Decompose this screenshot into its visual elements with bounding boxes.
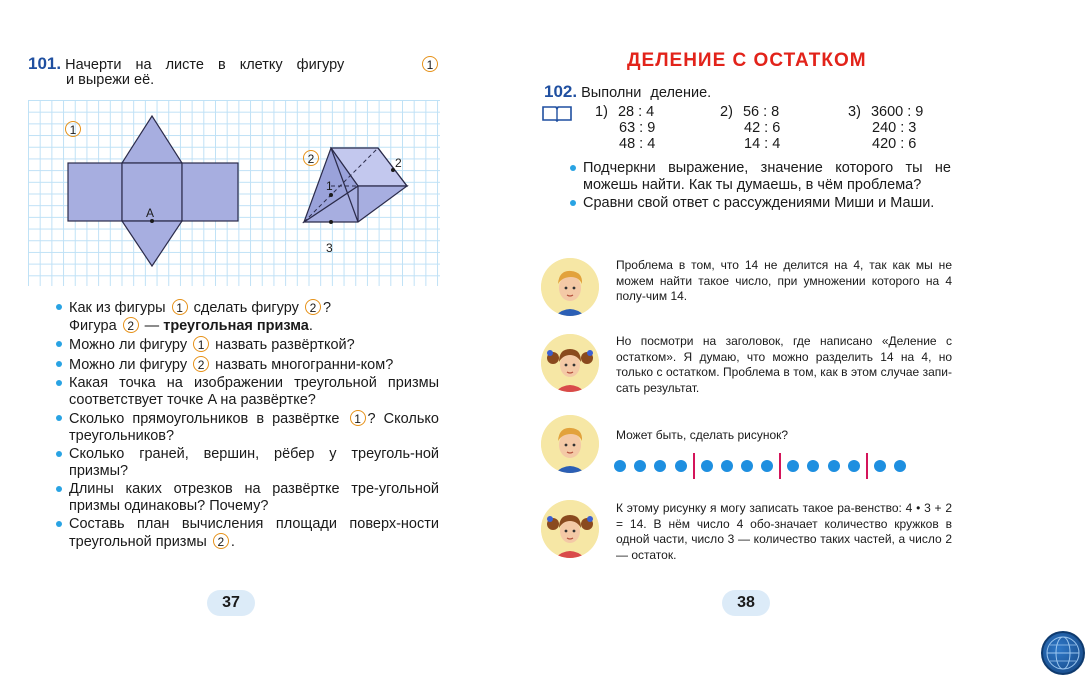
prism-net-and-prism-drawing [28, 100, 440, 286]
task-101-line2: и вырежи её. [66, 72, 155, 88]
figure-ref-circle: 1 [193, 336, 209, 352]
question-2: Можно ли фигуру 1 назвать развёрткой? [56, 336, 439, 354]
figure-ref-circle: 2 [305, 299, 321, 315]
question-5: Сколько прямоугольников в развёртке 1 ? Сколько треугольников? [56, 410, 439, 444]
point-2-label: 2 [395, 156, 402, 170]
girl-face-icon [541, 500, 599, 558]
avatar-misha [541, 258, 599, 316]
dot [675, 460, 687, 472]
point-1-marker [329, 193, 333, 197]
dot [741, 460, 753, 472]
questions-102 [570, 160, 951, 214]
group-divider [866, 453, 868, 479]
task-number: 101. [28, 54, 62, 73]
boy-face-icon [541, 415, 599, 473]
question-8: Составь план вычисления площади поверх-ности треугольной призмы 2 . [56, 516, 439, 550]
dot [807, 460, 819, 472]
question-7: Длины каких отрезков на развёртке тре-угольной призмы одинаковы? Почему? [56, 481, 439, 514]
net-right-rect [182, 163, 238, 221]
division-column-2: 2) 56 : 8 42 : 6 14 : 4 [720, 104, 781, 152]
figure-number-circle: 1 [422, 56, 438, 72]
figure-1-label: 1 [65, 121, 81, 137]
division-column-1: 1) 28 : 4 63 : 9 48 : 4 [595, 104, 656, 152]
boy-face-icon [541, 258, 599, 316]
dot [721, 460, 733, 472]
figure-ref-circle: 2 [193, 356, 209, 372]
dialog-misha-1: Проблема в том, что 14 не делится на 4, так как мы не можем найти такое число, при умножении которого на 4 полу-чим 14. [616, 258, 952, 303]
dialog-masha-2: К этому рисунку я могу записать такое ра-венство: 4 • 3 + 2 = 14. В нём число 4 обо-значает количество кружков в одной части, число 3 — количество таких частей, а число 2 — остаток. [616, 501, 952, 562]
net-top-triangle [122, 116, 182, 163]
dot [701, 460, 713, 472]
task-102-header: 102. Выполни деление. [544, 82, 712, 101]
net-bottom-triangle [122, 221, 182, 266]
group-divider [693, 453, 695, 479]
prism-3d [304, 148, 407, 222]
dot [828, 460, 840, 472]
task-101-line1: Начерти на листе в клетку фигуру [65, 57, 345, 73]
figure-2-label: 2 [303, 150, 319, 166]
dot [654, 460, 666, 472]
page-number-right: 38 [722, 590, 770, 616]
dot [874, 460, 886, 472]
prism-net [68, 116, 238, 266]
figure-ref-circle: 2 [213, 533, 229, 549]
dot [761, 460, 773, 472]
point-3-label: 3 [326, 241, 333, 255]
term-triangular-prism: треугольная призма [163, 317, 309, 334]
figure-ref-circle: 2 [123, 317, 139, 333]
question-underline: Подчеркни выражение, значение которого ты не можешь найти. Как ты думаешь, в чём проблема? [570, 160, 951, 193]
figure-ref-circle: 1 [350, 410, 366, 426]
division-column-3: 3) 3600 : 9 240 : 3 420 : 6 [848, 104, 924, 152]
dialog-masha-1: Но посмотри на заголовок, где написано «Деление с остатком». Я думаю, что можно разделить 14 на 4, но только с остатком. Проблема в том, как в этом случае запи-сать результат. [616, 334, 952, 395]
globe-icon [1043, 633, 1083, 673]
figure-ref-circle: 1 [172, 299, 188, 315]
group-divider [779, 453, 781, 479]
avatar-masha-2 [541, 500, 599, 558]
dot [634, 460, 646, 472]
dot [894, 460, 906, 472]
question-3: Можно ли фигуру 2 назвать многогранни-ком? [56, 356, 439, 374]
point-3-marker [329, 220, 333, 224]
point-a-label: A [146, 206, 155, 220]
page-number-left: 37 [207, 590, 255, 616]
dot [848, 460, 860, 472]
page-title: ДЕЛЕНИЕ С ОСТАТКОМ [627, 50, 867, 71]
book-icon [541, 104, 573, 122]
dot [787, 460, 799, 472]
question-compare: Сравни свой ответ с рассуждениями Миши и Маши. [570, 195, 951, 212]
question-1: Как из фигуры 1 сделать фигуру 2 ? Фигура 2 — треугольная призма. [56, 299, 439, 334]
questions-101 [56, 299, 439, 552]
net-left-rect [68, 163, 122, 221]
avatar-masha [541, 334, 599, 392]
question-4: Какая точка на изображении треугольной призмы соответствует точке A на развёртке? [56, 375, 439, 408]
girl-face-icon [541, 334, 599, 392]
dots-picture [614, 453, 954, 479]
dot [614, 460, 626, 472]
task-number: 102. [544, 82, 578, 101]
point-1-label: 1 [326, 179, 333, 193]
dialog-misha-2: Может быть, сделать рисунок? [616, 428, 789, 442]
presentation-logo[interactable] [1041, 631, 1085, 675]
avatar-misha-2 [541, 415, 599, 473]
question-6: Сколько граней, вершин, рёбер у треуголь-ной призмы? [56, 446, 439, 479]
